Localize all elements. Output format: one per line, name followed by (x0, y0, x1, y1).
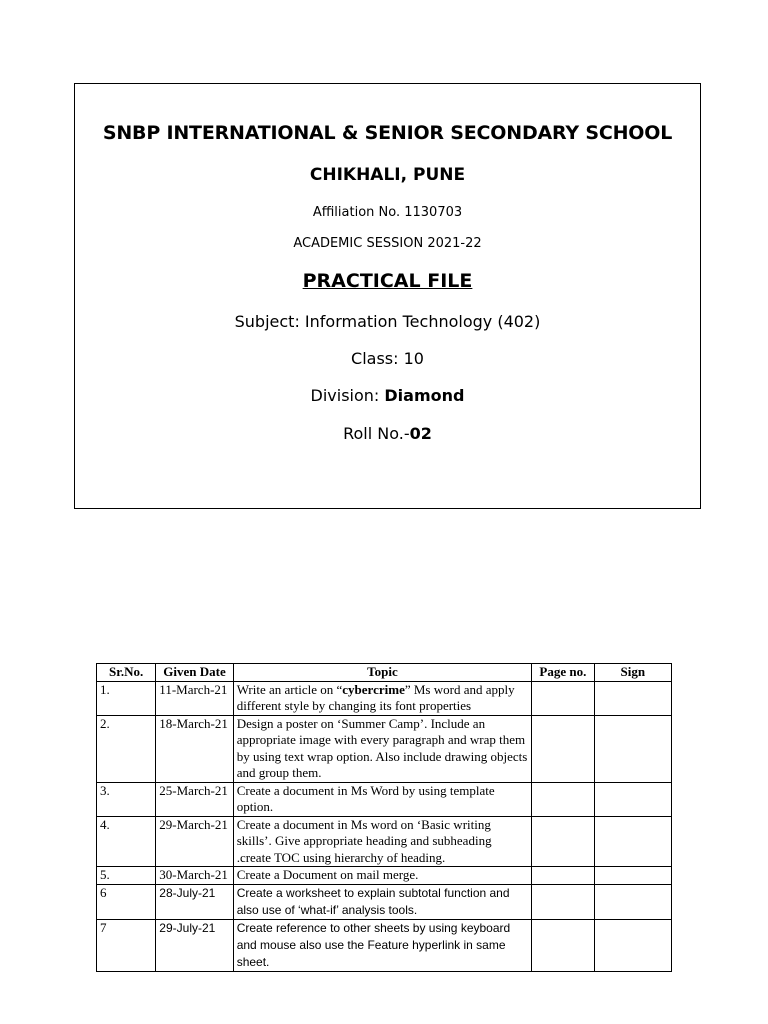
cell-date: 11-March-21 (156, 681, 233, 715)
cell-page (532, 884, 594, 919)
table-row (97, 782, 672, 816)
division-label: Division: (310, 386, 385, 405)
file-title: PRACTICAL FILE (302, 270, 473, 292)
practical-index-table (96, 663, 672, 972)
table-row (97, 681, 672, 715)
cell-page (532, 816, 594, 867)
cell-date: 25-March-21 (156, 782, 233, 816)
school-city: CHIKHALI, PUNE (309, 165, 466, 185)
cell-topic: Create a document in Ms Word by using template option. (233, 782, 532, 816)
cell-topic: Write an article on “cybercrime” Ms word and apply different style by changing its font properties (233, 681, 532, 715)
table-row (97, 884, 672, 919)
roll-number (75, 424, 700, 443)
header-sr-no: Sr.No. (97, 664, 156, 682)
table-row (97, 867, 672, 885)
cell-page (532, 782, 594, 816)
table-row (97, 715, 672, 782)
cell-topic: Create a Document on mail merge. (233, 867, 532, 885)
cell-topic: Create reference to other sheets by using keyboard and mouse also use the Feature hyperlink in same sheet. (233, 919, 532, 971)
cell-date: 28-July-21 (156, 884, 233, 919)
cell-sign (594, 816, 671, 867)
cell-sign (594, 681, 671, 715)
cell-sr: 6 (97, 884, 156, 919)
subject: Subject: Information Technology (402) (234, 312, 541, 331)
class: Class: 10 (351, 349, 424, 368)
cell-date: 29-March-21 (156, 816, 233, 867)
cell-date: 30-March-21 (156, 867, 233, 885)
cell-date: 29-July-21 (156, 919, 233, 971)
roll-label: Roll No.- (343, 424, 410, 443)
table-row (97, 919, 672, 971)
cover-box (74, 83, 701, 509)
header-given-date: Given Date (156, 664, 233, 682)
table-header-row (97, 664, 672, 682)
academic-session: ACADEMIC SESSION 2021-22 (293, 236, 482, 251)
header-topic: Topic (233, 664, 532, 682)
header-sign: Sign (594, 664, 671, 682)
cell-sr: 1. (97, 681, 156, 715)
division (75, 386, 700, 405)
affiliation-number: Affiliation No. 1130703 (312, 205, 463, 220)
cell-topic: Create a document in Ms word on ‘Basic writing skills’. Give appropriate heading and subheading .create TOC using hierarchy of heading. (233, 816, 532, 867)
cell-sr: 5. (97, 867, 156, 885)
cell-sign (594, 919, 671, 971)
division-value: Diamond (384, 386, 465, 405)
cell-sign (594, 782, 671, 816)
cell-sr: 2. (97, 715, 156, 782)
cell-topic: Design a poster on ‘Summer Camp’. Include an appropriate image with every paragraph and wrap them by using text wrap option. Also include drawing objects and group them. (233, 715, 532, 782)
roll-value: 02 (409, 424, 432, 443)
table-row (97, 816, 672, 867)
cell-sign (594, 884, 671, 919)
cell-topic: Create a worksheet to explain subtotal function and also use of ‘what-if’ analysis tools. (233, 884, 532, 919)
cell-sr: 7 (97, 919, 156, 971)
cell-page (532, 867, 594, 885)
cell-page (532, 715, 594, 782)
cell-sr: 4. (97, 816, 156, 867)
cell-page (532, 681, 594, 715)
cell-sr: 3. (97, 782, 156, 816)
cell-sign (594, 867, 671, 885)
cell-sign (594, 715, 671, 782)
cell-page (532, 919, 594, 971)
topic-keyword: cybercrime (342, 681, 405, 697)
school-name: SNBP INTERNATIONAL & SENIOR SECONDARY SCHOOL (102, 122, 673, 144)
header-page-no: Page no. (532, 664, 594, 682)
cell-date: 18-March-21 (156, 715, 233, 782)
